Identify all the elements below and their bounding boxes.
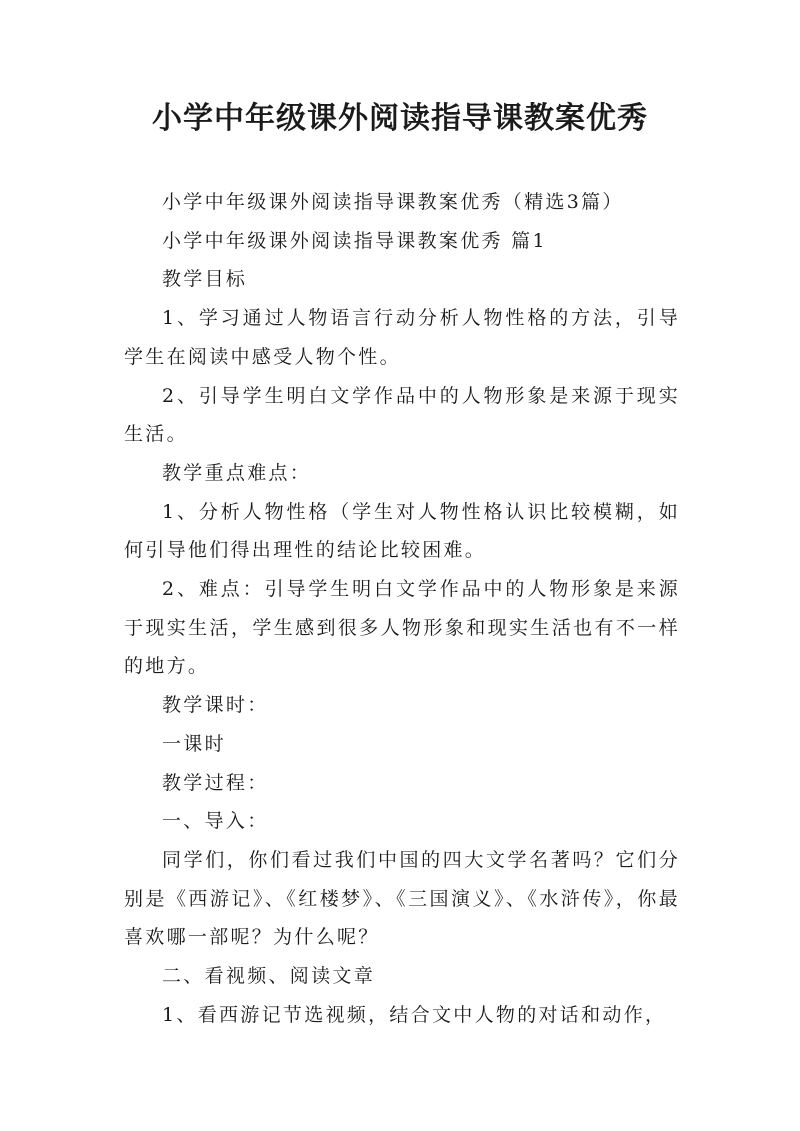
paragraph-periods-value: 一课时 bbox=[162, 732, 226, 755]
paragraph-step-video: 二、看视频、阅读文章 bbox=[162, 965, 376, 988]
paragraph-section-periods: 教学课时： bbox=[162, 694, 269, 717]
paragraph-intro-text: 同学们，你们看过我们中国的四大文学名著吗？它们分别是《西游记》、《红楼梦》、《三国演义》、《水浒传》，你最喜欢哪一部呢？为什么呢？ bbox=[124, 848, 680, 949]
paragraph-part-heading: 小学中年级课外阅读指导课教案优秀 篇1 bbox=[162, 229, 547, 252]
paragraph-key-point-2: 2、难点：引导学生明白文学作品中的人物形象是来源于现实生活，学生感到很多人物形象和现实生活也有不一样的地方。 bbox=[124, 578, 680, 678]
paragraph-subtitle: 小学中年级课外阅读指导课教案优秀（精选3篇） bbox=[162, 191, 624, 213]
paragraph-step-intro: 一、导入： bbox=[162, 810, 269, 833]
paragraph-section-key-points: 教学重点难点： bbox=[162, 461, 312, 484]
paragraph-section-process: 教学过程： bbox=[162, 771, 269, 794]
paragraph-goal-1: 1、学习通过人物语言行动分析人物性格的方法，引导学生在阅读中感受人物个性。 bbox=[124, 307, 680, 368]
paragraph-video-text: 1、看西游记节选视频，结合文中人物的对话和动作， bbox=[162, 1003, 667, 1026]
paragraph-goal-2: 2、引导学生明白文学作品中的人物形象是来源于现实生活。 bbox=[124, 384, 680, 446]
document-title: 小学中年级课外阅读指导课教案优秀 bbox=[152, 101, 648, 136]
paragraph-section-goals: 教学目标 bbox=[162, 268, 248, 291]
paragraph-key-point-1: 1、分析人物性格（学生对人物性格认识比较模糊，如何引导他们得出理性的结论比较困难。 bbox=[124, 500, 680, 562]
document-body bbox=[124, 183, 680, 1034]
